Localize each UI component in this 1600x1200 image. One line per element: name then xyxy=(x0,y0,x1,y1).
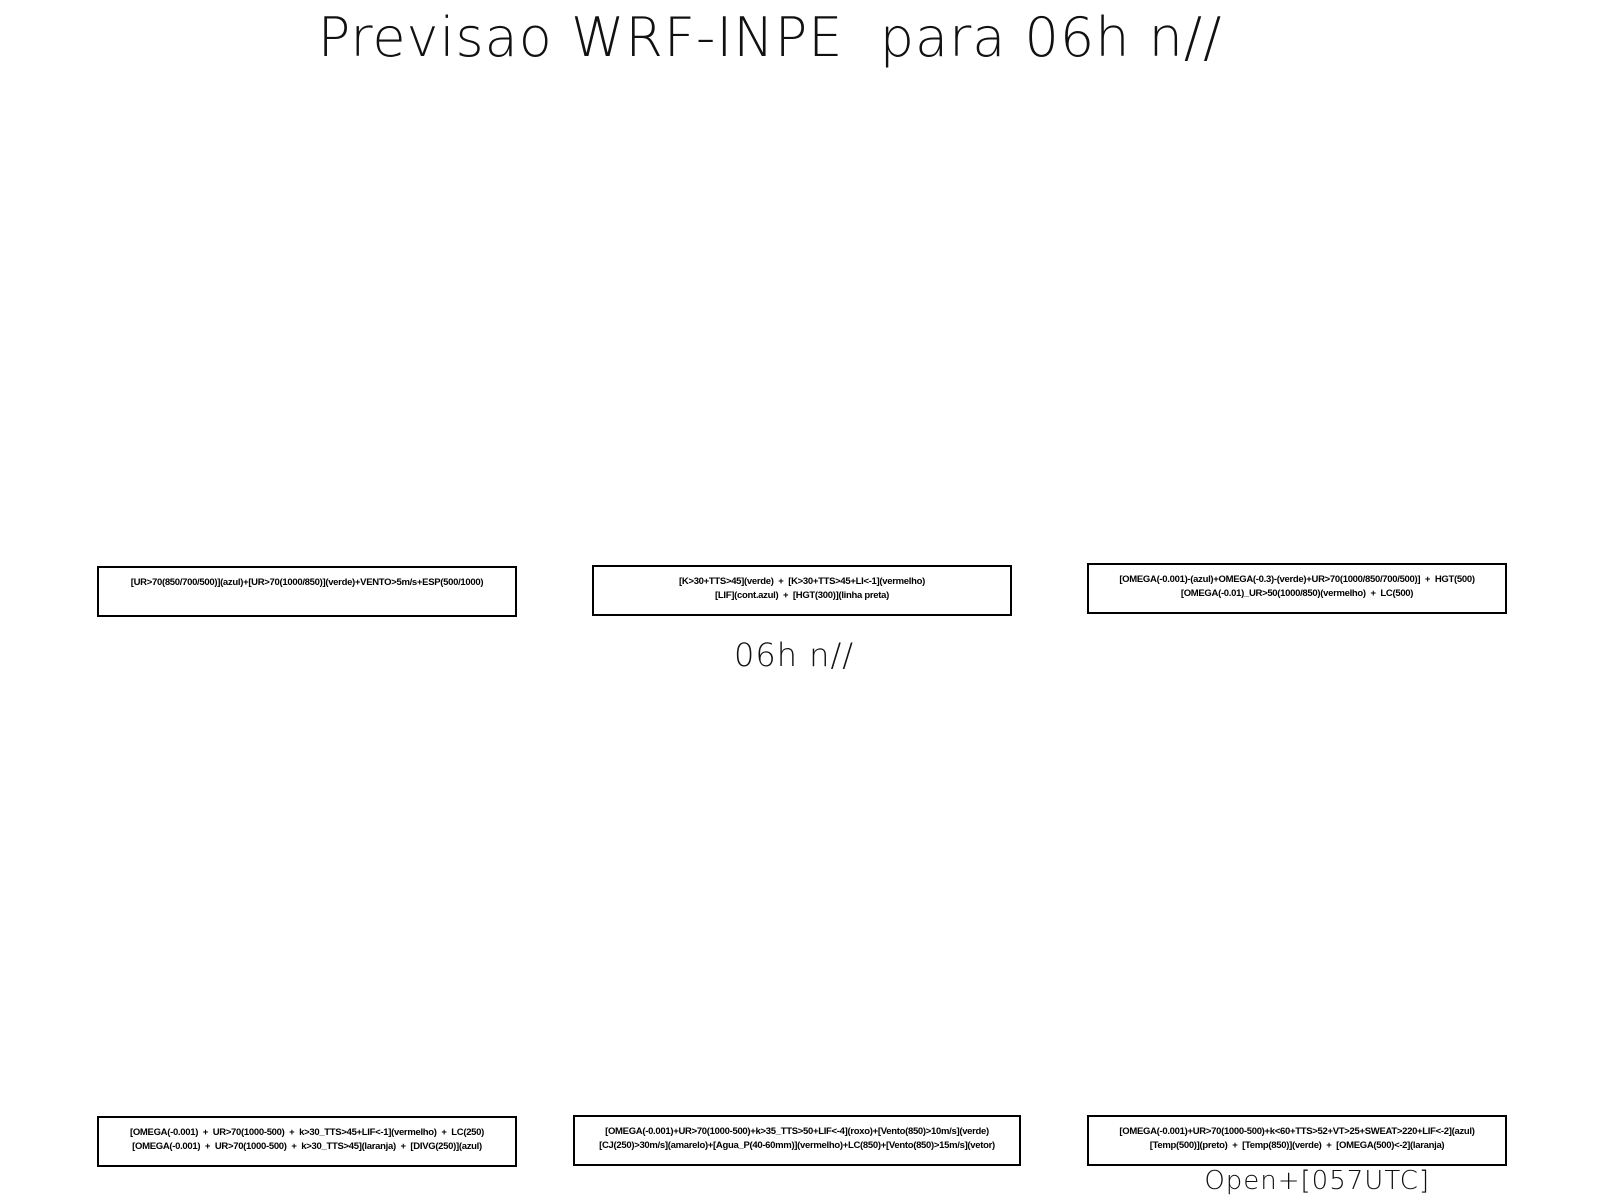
footer-open-label: Open+[057UTC] xyxy=(1204,1166,1430,1196)
legend-panel-bottom-center xyxy=(573,1115,1021,1166)
legend-panel-bottom-right xyxy=(1087,1115,1507,1166)
legend-line: [OMEGA(-0.001)+UR>70(1000-500)+k>35_TTS>50+LIF<-4](roxo)+[Vento(850)>10m/s](verde) xyxy=(605,1126,989,1137)
legend-panel-top-left xyxy=(97,566,517,617)
legend-panel-top-center xyxy=(592,565,1012,616)
legend-line: [K>30+TTS>45](verde) + [K>30+TTS>45+LI<-1](vermelho) xyxy=(679,576,925,587)
page-title: Previsao WRF-INPE para 06h n// xyxy=(317,6,1223,69)
legend-line: [OMEGA(-0.001)+UR>70(1000-500)+k<60+TTS>52+VT>25+SWEAT>220+LIF<-2](azul) xyxy=(1119,1126,1475,1137)
legend-line: [OMEGA(-0.001) + UR>70(1000-500) + k>30_TTS>45](laranja) + [DIVG(250)](azul) xyxy=(132,1141,482,1152)
legend-panel-bottom-left xyxy=(97,1116,517,1167)
legend-line: [OMEGA(-0.01)_UR>50(1000/850)(vermelho) + LC(500) xyxy=(1180,588,1414,599)
legend-line: [LIF](cont.azul) + [HGT(300)](linha preta) xyxy=(715,590,889,601)
legend-line: [UR>70(850/700/500)](azul)+[UR>70(1000/850)](verde)+VENTO>5m/s+ESP(500/1000) xyxy=(130,577,484,588)
legend-line: [OMEGA(-0.001)-(azul)+OMEGA(-0.3)-(verde)+UR>70(1000/850/700/500)] + HGT(500) xyxy=(1119,574,1475,585)
legend-line: [Temp(500)](preto) + [Temp(850)](verde) + [OMEGA(500)<-2](laranja) xyxy=(1149,1140,1445,1151)
legend-line: [OMEGA(-0.001) + UR>70(1000-500) + k>30_TTS>45+LIF<-1](vermelho) + LC(250) xyxy=(129,1127,485,1138)
center-time-label: 06h n// xyxy=(733,636,854,674)
legend-panel-top-right xyxy=(1087,563,1507,614)
legend-line: [CJ(250)>30m/s](amarelo)+[Agua_P(40-60mm)](vermelho)+LC(850)+[Vento(850)>15m/s](vetor) xyxy=(599,1140,995,1151)
